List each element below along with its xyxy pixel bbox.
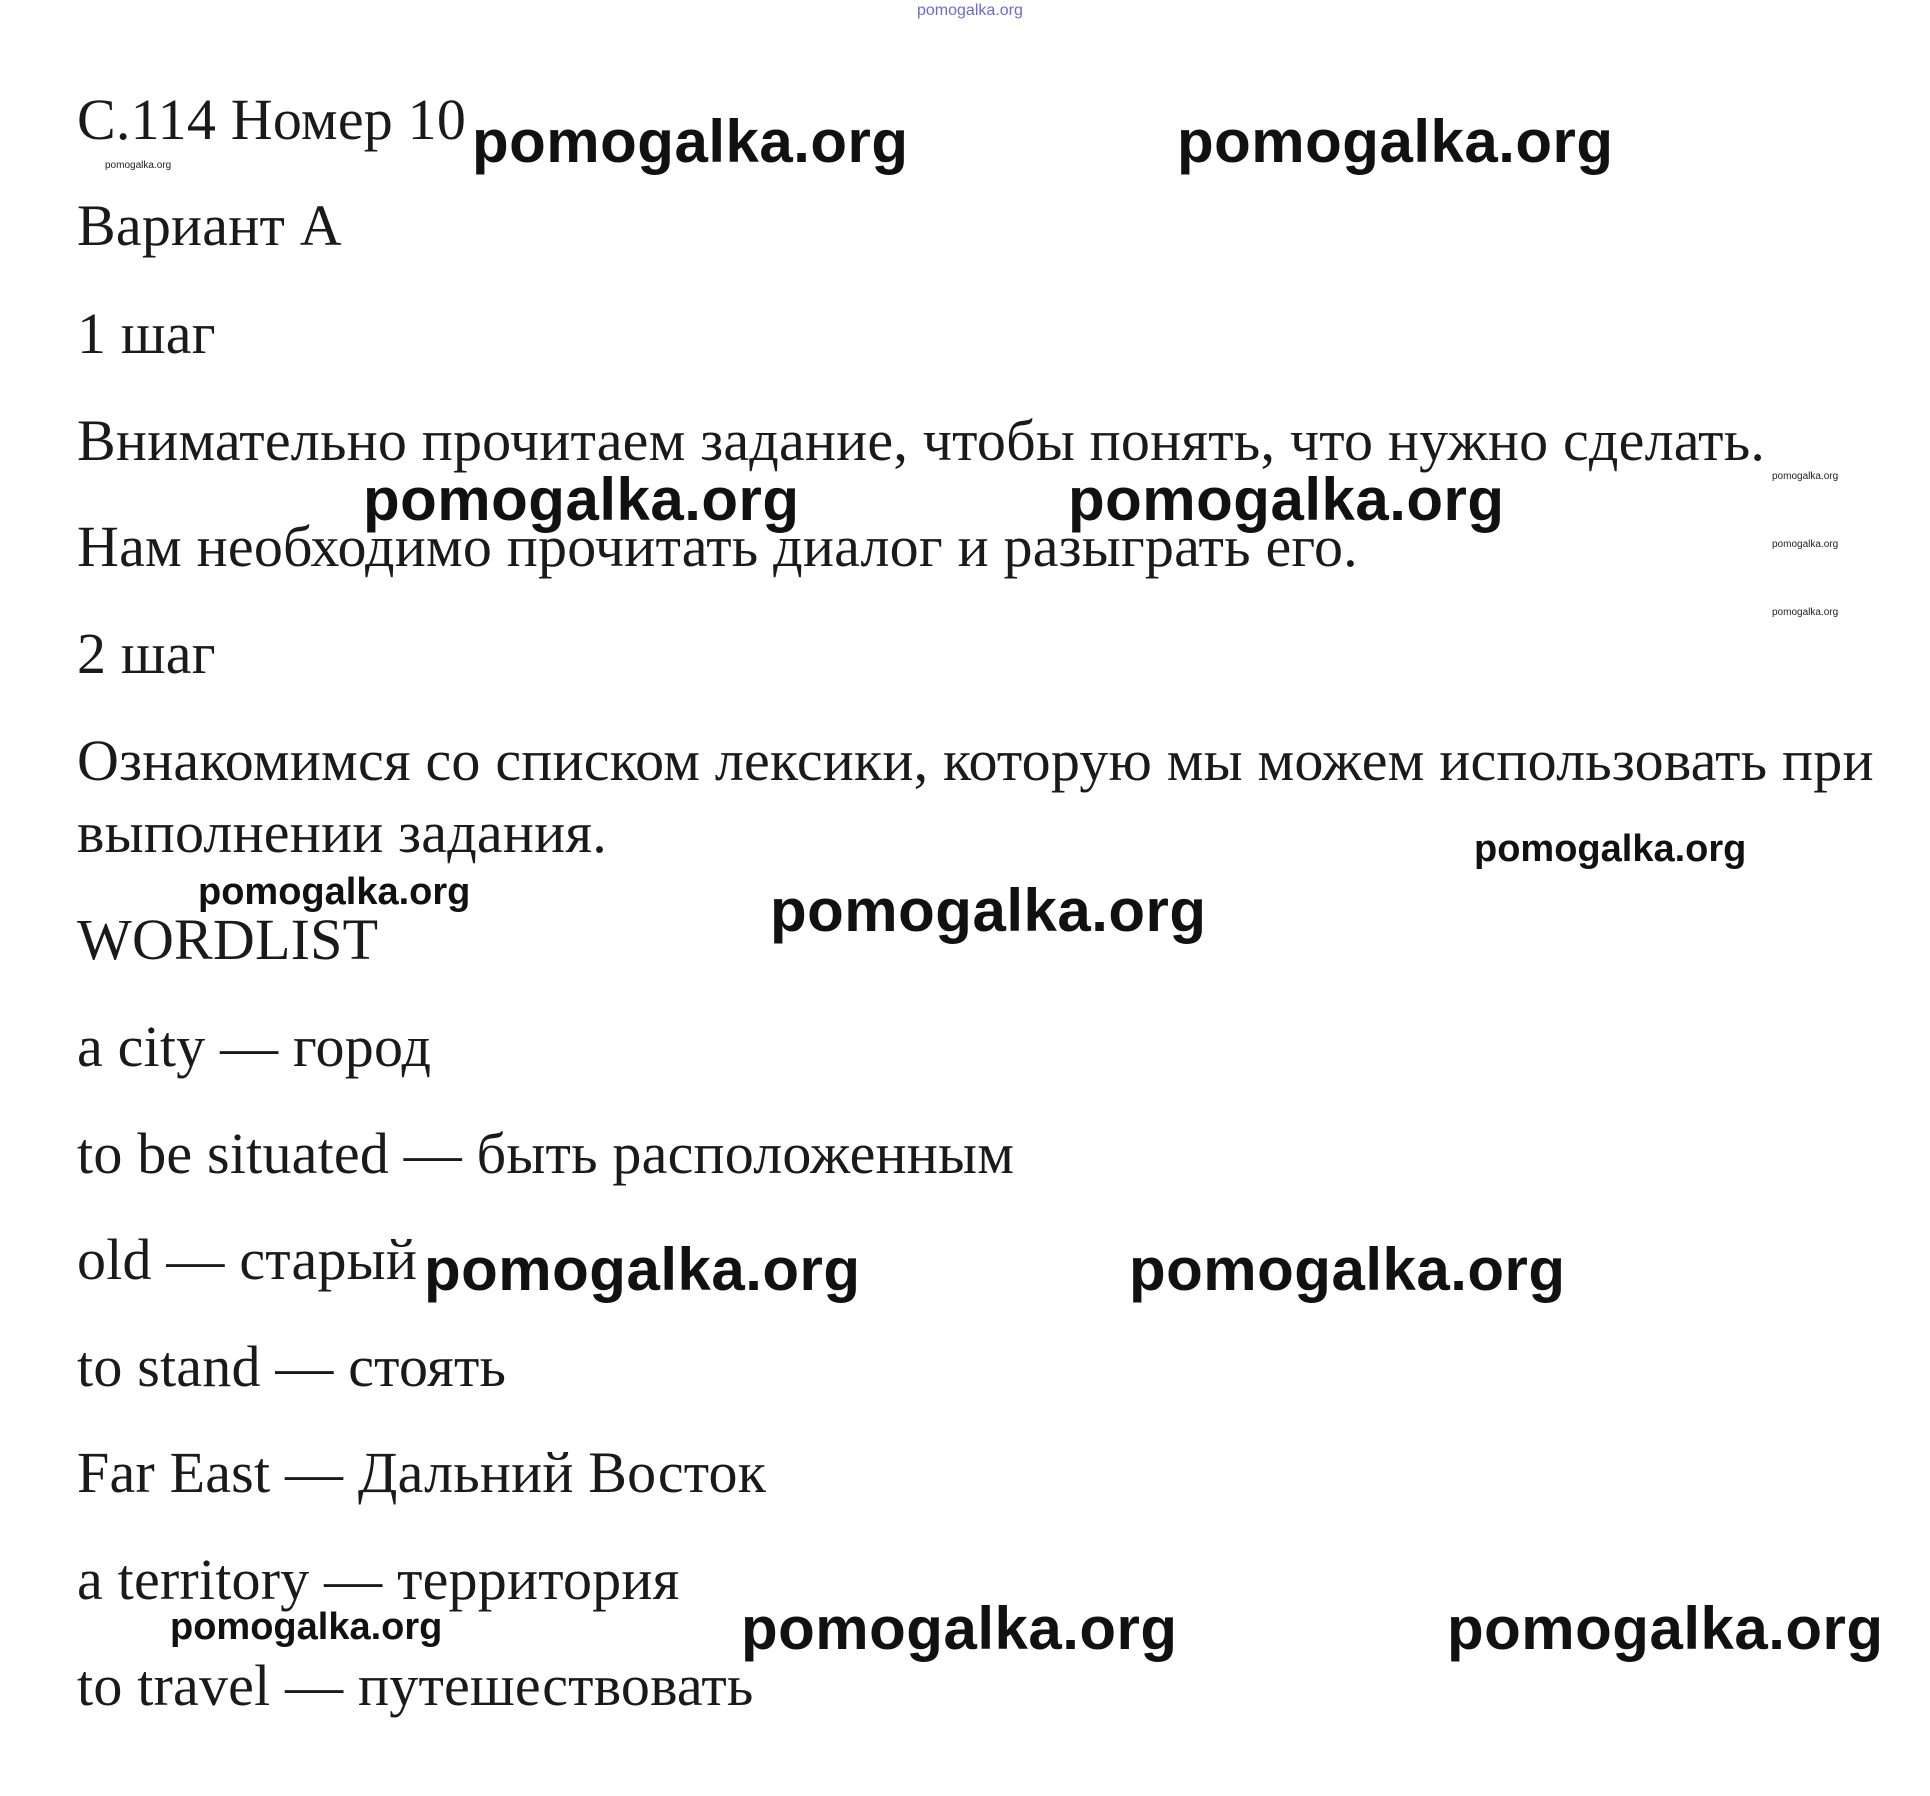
wordlist-item: old — старый — [77, 1227, 418, 1292]
watermark-tiny: pomogalka.org — [105, 160, 172, 171]
step-2-text-1: Ознакомимся со списком лексики, которую мы можем использовать при — [77, 728, 1874, 793]
watermark: pomogalka.org — [1447, 1595, 1884, 1662]
watermark: pomogalka.org — [770, 877, 1207, 944]
step-2-heading: 2 шаг — [77, 621, 216, 686]
watermark: pomogalka.org — [424, 1236, 861, 1303]
wordlist-item: to be situated — быть расположенным — [77, 1121, 1015, 1186]
watermark: pomogalka.org — [741, 1595, 1178, 1662]
watermark: pomogalka.org — [1474, 828, 1747, 870]
watermark: pomogalka.org — [472, 108, 909, 175]
step-2-text-2: выполнении задания. — [77, 800, 607, 865]
watermark: pomogalka.org — [1177, 108, 1614, 175]
watermark-tiny: pomogalka.org — [1772, 539, 1839, 550]
step-1-text-2: Нам необходимо прочитать диалог и разыграть его. — [77, 514, 1358, 579]
wordlist-item: a city — город — [77, 1014, 432, 1079]
watermark: pomogalka.org — [1129, 1236, 1566, 1303]
variant-heading: Вариант А — [77, 193, 342, 258]
step-1-heading: 1 шаг — [77, 301, 216, 366]
top-watermark: pomogalka.org — [917, 2, 1023, 19]
wordlist-item: a territory — территория — [77, 1547, 680, 1612]
watermark: pomogalka.org — [198, 871, 471, 913]
page-title: С.114 Номер 10 — [77, 87, 467, 152]
step-1-text-1: Внимательно прочитаем задание, чтобы понять, что нужно сделать. — [77, 408, 1766, 473]
wordlist-item: to stand — стоять — [77, 1334, 507, 1399]
watermark-tiny: pomogalka.org — [1772, 607, 1839, 618]
watermark: pomogalka.org — [363, 466, 800, 533]
watermark-tiny: pomogalka.org — [1772, 471, 1839, 482]
wordlist-heading: WORDLIST — [77, 907, 379, 972]
watermark: pomogalka.org — [1068, 466, 1505, 533]
watermark: pomogalka.org — [170, 1606, 443, 1648]
wordlist-item: Far East — Дальний Восток — [77, 1440, 767, 1505]
wordlist-item: to travel — путешествовать — [77, 1653, 754, 1718]
